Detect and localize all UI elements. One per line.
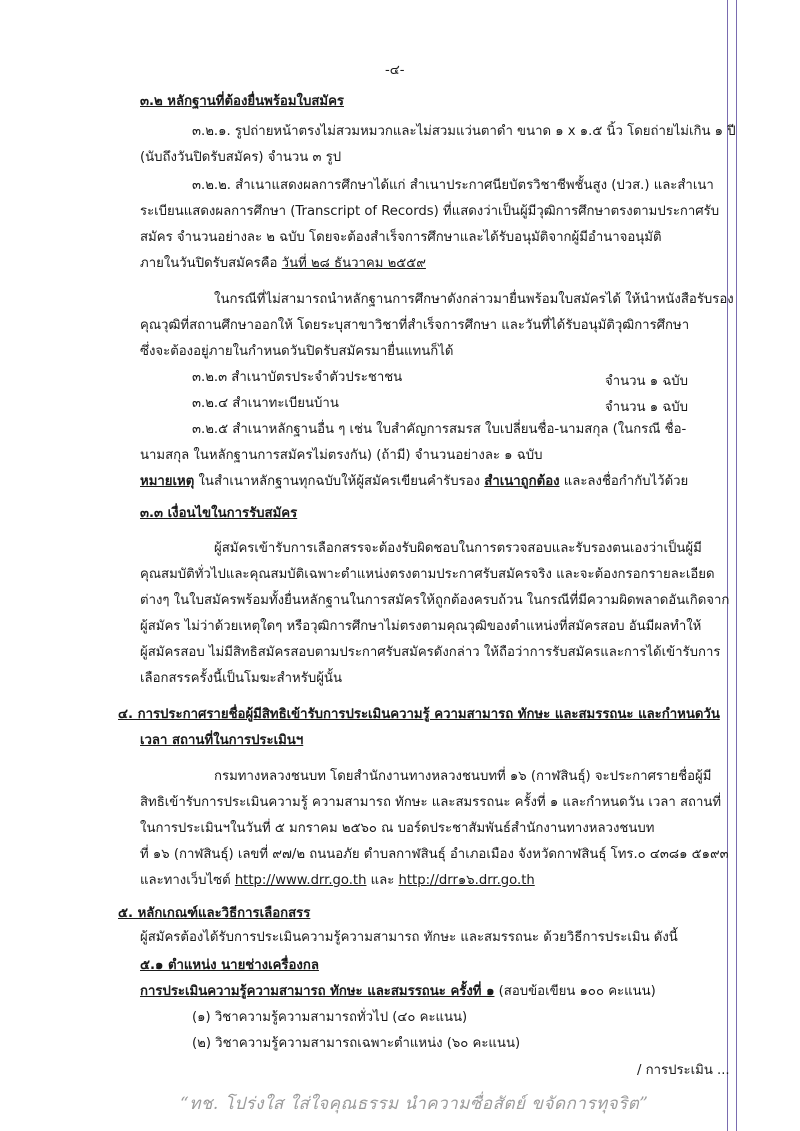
note-line — [140, 473, 688, 491]
evaluation-detail: (สอบข้อเขียน ๑๐๐ คะแนน) — [494, 984, 656, 999]
alt-paragraph-line3: ซึ่งจะต้องอยู่ภายในกำหนดวันปิดรับสมัครมายื่นแทนก็ได้ — [140, 344, 454, 359]
s33-line2: คุณสมบัติทั่วไปและคุณสมบัติเฉพาะตำแหน่งตรงตามประกาศรับสมัครจริง และจะต้องกรอกรายละเอียด — [140, 567, 715, 582]
website-prefix: และทางเว็บไซต์ — [140, 873, 235, 888]
item-3-2-1-line1: ๓.๒.๑. รูปถ่ายหน้าตรงไม่สวมหมวกและไม่สวมแว่นตาดำ ขนาด ๑ x ๑.๕ นิ้ว โดยถ่ายไม่เกิน ๑ ปี — [192, 124, 736, 139]
item-3-2-4-qty: จำนวน ๑ ฉบับ — [605, 400, 689, 415]
position-title: ๕.๑ ตำแหน่ง นายช่างเครื่องกล — [140, 958, 319, 973]
item-3-2-2-line4 — [140, 255, 426, 273]
evaluation-line — [140, 983, 656, 1001]
s5-intro: ผู้สมัครต้องได้รับการประเมินความรู้ความสามารถ ทักษะ และสมรรถนะ ด้วยวิธีการประเมิน ดังนี้ — [140, 930, 678, 945]
note-certified: สำเนาถูกต้อง — [484, 474, 560, 489]
drr16-website-link[interactable]: http://drr๑๖.drr.go.th — [398, 873, 535, 888]
s4-line3: ในการประเมินฯในวันที่ ๕ มกราคม ๒๕๖๐ ณ บอร์ดประชาสัมพันธ์สำนักงานทางหลวงชนบท — [140, 821, 655, 836]
s4-line1: กรมทางหลวงชนบท โดยสำนักงานทางหลวงชนบทที่ ๑๖ (กาฬสินธุ์) จะประกาศรายชื่อผู้มี — [214, 769, 712, 784]
s4-line4: ที่ ๑๖ (กาฬสินธุ์) เลขที่ ๙๗/๒ ถนนอภัย ตำบลกาฬสินธุ์ อำเภอเมือง จังหวัดกาฬสินธุ์ โทร.๐ ๔๓๘๑ ๕๑๙๓ — [140, 847, 729, 862]
alt-paragraph-line1: ในกรณีที่ไม่สามารถนำหลักฐานการศึกษาดังกล่าวมายื่นพร้อมใบสมัครได้ ให้นำหนังสือรับรอง — [214, 292, 734, 307]
alt-paragraph-line2: คุณวุฒิที่สถานศึกษาออกให้ โดยระบุสาขาวิชาที่สำเร็จการศึกษา และวันที่ได้รับอนุมัติวุฒิการศึกษา — [140, 318, 690, 333]
s33-line1: ผู้สมัครเข้ารับการเลือกสรรจะต้องรับผิดชอบในการตรวจสอบและรับรองตนเองว่าเป็นผู้มี — [214, 541, 702, 556]
s4-line5 — [140, 872, 535, 890]
website-and: และ — [366, 873, 399, 888]
item-3-2-3-qty: จำนวน ๑ ฉบับ — [605, 374, 689, 389]
section-4-heading-line2: เวลา สถานที่ในการประเมินฯ — [140, 733, 304, 748]
margin-line-1 — [727, 0, 728, 1131]
item-3-2-2-line1: ๓.๒.๒. สำเนาแสดงผลการศึกษาได้แก่ สำเนาประกาศนียบัตรวิชาชีพชั้นสูง (ปวส.) และสำเนา — [192, 178, 714, 193]
deadline-date: วันที่ ๒๘ ธันวาคม ๒๕๕๙ — [281, 256, 426, 271]
footer-motto: “ทช. โปร่งใส ใส่ใจคุณธรรม นำความซื่อสัตย์ ขจัดการทุจริต” — [180, 1094, 649, 1114]
item-3-2-2-line3: สมัคร จำนวนอย่างละ ๒ ฉบับ โดยจะต้องสำเร็จการศึกษาและได้รับอนุมัติจากผู้มีอำนาจอนุมัติ — [140, 230, 662, 245]
s33-line4: ผู้สมัคร ไม่ว่าด้วยเหตุใดๆ หรือวุฒิการศึกษาไม่ตรงตามคุณวุฒิของตำแหน่งที่สมัครสอบ อันมีผลทำให้ — [140, 619, 702, 634]
note-text-c: และลงชื่อกำกับไว้ด้วย — [559, 474, 689, 489]
continuation-text: / การประเมิน ... — [637, 1063, 730, 1078]
item-3-2-1-line2: (นับถึงวันปิดรับสมัคร) จำนวน ๓ รูป — [140, 150, 342, 165]
item-3-2-5-line2: นามสกุล ในหลักฐานการสมัครไม่ตรงกัน) (ถ้ามี) จำนวนอย่างละ ๑ ฉบับ — [140, 448, 543, 463]
note-text-a: ในสำเนาหลักฐานทุกฉบับให้ผู้สมัครเขียนคำรับรอง — [194, 474, 485, 489]
evaluation-title: การประเมินความรู้ความสามารถ ทักษะ และสมรรถนะ ครั้งที่ ๑ — [140, 984, 495, 999]
drr-website-link[interactable]: http://www.drr.go.th — [234, 873, 367, 888]
s33-line6: เลือกสรรครั้งนี้เป็นโมฆะสำหรับผู้นั้น — [140, 671, 342, 686]
section-5-heading: ๕. หลักเกณฑ์และวิธีการเลือกสรร — [118, 906, 311, 921]
page-number: -๔- — [385, 63, 405, 78]
section-3-3-heading: ๓.๓ เงื่อนไขในการรับสมัคร — [140, 506, 298, 521]
note-label: หมายเหตุ — [140, 474, 195, 489]
margin-line-2 — [736, 0, 737, 1131]
s33-line3: ต่างๆ ในใบสมัครพร้อมทั้งยื่นหลักฐานในการสมัครให้ถูกต้องครบถ้วน ในกรณีที่มีความผิดพลาดอันเกิดจาก — [140, 593, 730, 608]
item-3-2-2-line2: ระเบียนแสดงผลการศึกษา (Transcript of Records) ที่แสดงว่าเป็นผู้มีวุฒิการศึกษาตรงตามประกาศรับ — [140, 204, 720, 219]
item-3-2-4: ๓.๒.๔ สำเนาทะเบียนบ้าน — [192, 396, 339, 411]
subject-1: (๑) วิชาความรู้ความสามารถทั่วไป (๔๐ คะแนน) — [192, 1010, 468, 1025]
s33-line5: ผู้สมัครสอบ ไม่มีสิทธิสมัครสอบตามประกาศรับสมัครดังกล่าว ให้ถือว่าการรับสมัครและการได้เข้ารับการ — [140, 645, 721, 660]
subject-2-visible: (๒) วิชาความรู้ความสามารถเฉพาะตำแหน่ง (๖๐ คะแนน) — [192, 1036, 521, 1051]
section-4-heading-line1: ๔. การประกาศรายชื่อผู้มีสิทธิเข้ารับการประเมินความรู้ ความสามารถ ทักษะ และสมรรถนะ และกำหนดวัน — [118, 707, 720, 722]
item-3-2-3: ๓.๒.๓ สำเนาบัตรประจำตัวประชาชน — [192, 370, 403, 385]
deadline-prefix: ภายในวันปิดรับสมัครคือ — [140, 256, 282, 271]
item-3-2-5-line1: ๓.๒.๕ สำเนาหลักฐานอื่น ๆ เช่น ใบสำคัญการสมรส ใบเปลี่ยนชื่อ-นามสกุล (ในกรณี ชื่อ- — [192, 422, 687, 437]
section-3-2-heading: ๓.๒ หลักฐานที่ต้องยื่นพร้อมใบสมัคร — [140, 94, 344, 109]
s4-line2: สิทธิเข้ารับการประเมินความรู้ ความสามารถ ทักษะ และสมรรถนะ ครั้งที่ ๑ และกำหนดวัน เวลา สถานที่ — [140, 795, 722, 810]
